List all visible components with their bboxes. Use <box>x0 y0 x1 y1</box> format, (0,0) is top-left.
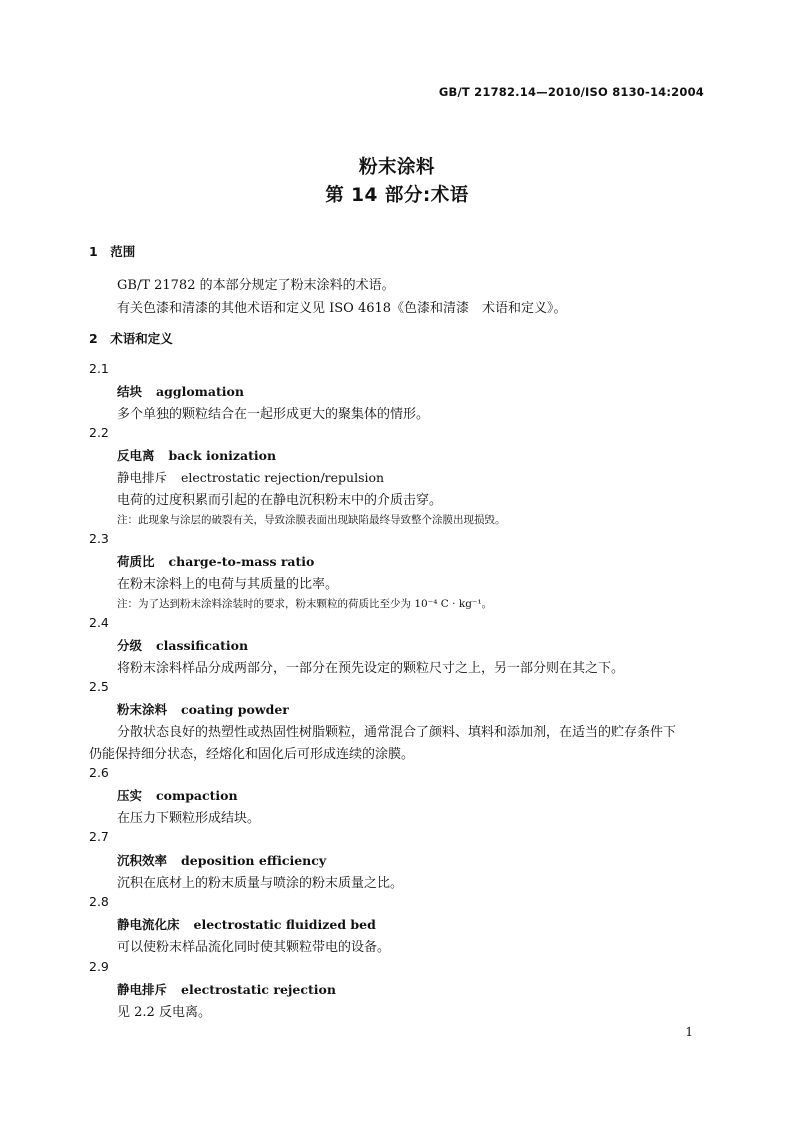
term-alt-en: electrostatic rejection/repulsion <box>181 470 385 485</box>
term-zh: 粉末涂料 <box>117 702 168 717</box>
term-definition: 将粉末涂料样品分成两部分，一部分在预先设定的颗粒尺寸之上，另一部分则在其之下。 <box>117 661 625 676</box>
term-note: 注：为了达到粉末涂料涂装时的要求，粉末颗粒的荷质比至少为 10⁻⁴ C · kg⁻¹。 <box>117 598 493 610</box>
term-heading <box>117 446 276 464</box>
term-zh: 分级 <box>117 638 143 653</box>
term-heading <box>117 700 289 718</box>
term-definition-line1: 分散状态良好的热塑性或热固性树脂颗粒，通常混合了颜料、填料和添加剂，在适当的贮存条件下 <box>117 725 677 740</box>
section-1-heading: 1 范围 <box>89 244 136 259</box>
term-zh: 反电离 <box>117 448 155 463</box>
page-number: 1 <box>685 1025 693 1039</box>
term-en: coating powder <box>181 702 289 717</box>
section-1-para-2: 有关色漆和清漆的其他术语和定义见 ISO 4618《色漆和清漆 术语和定义》。 <box>117 301 567 316</box>
term-definition: 在压力下颗粒形成结块。 <box>117 811 261 826</box>
term-en: electrostatic rejection <box>181 982 336 997</box>
term-number: 2.1 <box>89 361 109 376</box>
term-number: 2.4 <box>89 615 109 630</box>
term-zh: 静电排斥 <box>117 982 168 997</box>
term-number: 2.3 <box>89 531 109 546</box>
term-zh: 静电流化床 <box>117 917 180 932</box>
term-alt-zh: 静电排斥 <box>117 470 168 485</box>
term-heading <box>117 786 238 804</box>
term-zh: 结块 <box>117 384 143 399</box>
section-2-heading: 2 术语和定义 <box>89 331 173 346</box>
term-en: agglomation <box>156 384 244 399</box>
document-title-line2: 第 14 部分:术语 <box>325 185 469 206</box>
term-definition: 沉积在底材上的粉末质量与喷涂的粉末质量之比。 <box>117 876 404 891</box>
section-1-para-1: GB/T 21782 的本部分规定了粉末涂料的术语。 <box>117 278 395 293</box>
term-zh: 压实 <box>117 788 143 803</box>
term-en: electrostatic fluidized bed <box>193 917 376 932</box>
term-admitted-heading <box>117 468 384 486</box>
term-zh: 沉积效率 <box>117 853 168 868</box>
term-heading <box>117 851 326 869</box>
term-number: 2.6 <box>89 765 109 780</box>
term-heading <box>117 980 336 998</box>
term-heading <box>117 915 376 933</box>
term-en: classification <box>156 638 249 653</box>
term-definition: 电荷的过度积累而引起的在静电沉积粉末中的介质击穿。 <box>117 493 443 508</box>
term-definition-line2: 仍能保持细分状态，经熔化和固化后可形成连续的涂膜。 <box>89 747 415 762</box>
document-title-line1: 粉末涂料 <box>358 157 435 178</box>
term-number: 2.2 <box>89 425 109 440</box>
term-number: 2.8 <box>89 894 109 909</box>
standard-code: GB/T 21782.14—2010/ISO 8130-14:2004 <box>438 85 704 99</box>
term-definition: 可以使粉末样品流化同时使其颗粒带电的设备。 <box>117 940 391 955</box>
term-definition: 见 2.2 反电离。 <box>117 1005 211 1020</box>
term-number: 2.5 <box>89 679 109 694</box>
term-heading <box>117 382 244 400</box>
term-number: 2.9 <box>89 959 109 974</box>
term-note: 注：此现象与涂层的破裂有关，导致涂膜表面出现缺陷最终导致整个涂膜出现损毁。 <box>117 514 506 526</box>
term-heading <box>117 552 314 570</box>
term-en: back ionization <box>168 448 277 463</box>
term-en: deposition efficiency <box>181 853 327 868</box>
term-zh: 荷质比 <box>117 554 155 569</box>
term-definition: 多个单独的颗粒结合在一起形成更大的聚集体的情形。 <box>117 407 430 422</box>
term-heading <box>117 636 248 654</box>
term-en: compaction <box>156 788 238 803</box>
term-definition: 在粉末涂料上的电荷与其质量的比率。 <box>117 577 339 592</box>
term-en: charge-to-mass ratio <box>168 554 315 569</box>
term-number: 2.7 <box>89 829 109 844</box>
